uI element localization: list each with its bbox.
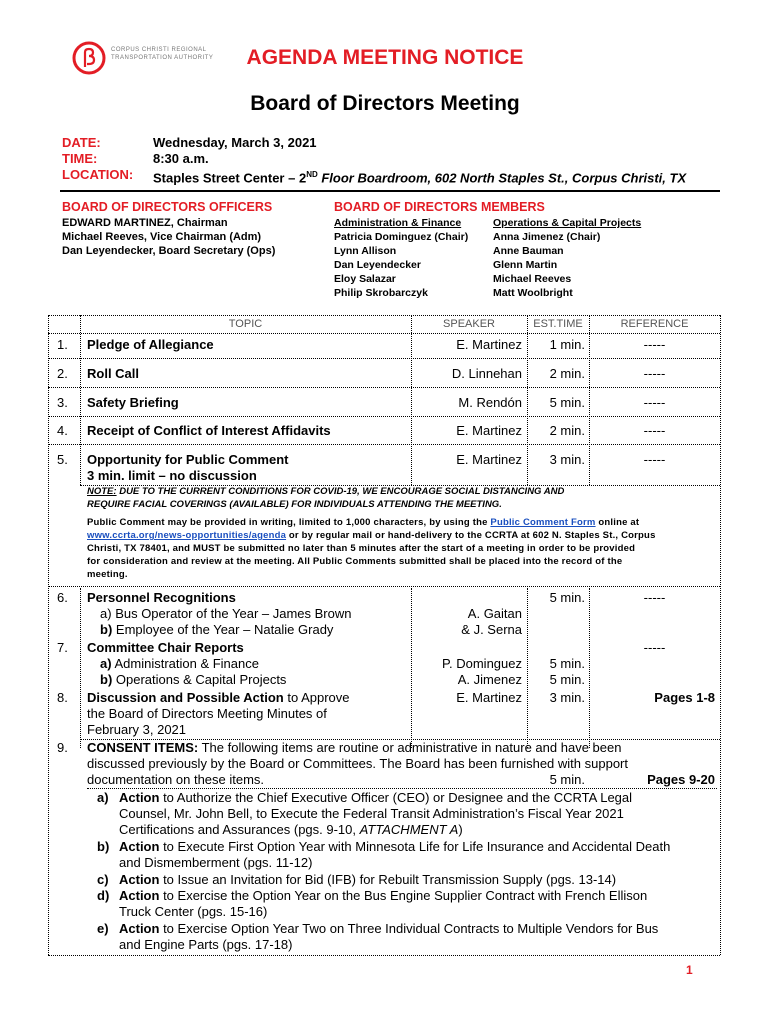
officer-name: EDWARD MARTINEZ, Chairman bbox=[62, 217, 228, 229]
subitem bbox=[100, 622, 333, 638]
item-number: 8. bbox=[57, 690, 68, 705]
header-row-divider bbox=[48, 333, 720, 334]
admin-committee bbox=[334, 216, 468, 300]
consent-label: CONSENT ITEMS: bbox=[87, 740, 199, 755]
row-divider bbox=[48, 387, 720, 388]
subitem-text: to Exercise Option Year Two on Three Individual Contracts to Multiple Vendors for Bus bbox=[159, 921, 659, 936]
item-number: 9. bbox=[57, 740, 68, 755]
item-reference: Pages 1-8 bbox=[654, 690, 715, 705]
item-number: 5. bbox=[57, 452, 68, 467]
location-part-a: Staples Street Center – 2 bbox=[153, 170, 307, 186]
location-value bbox=[153, 167, 686, 186]
subitem-label: b) bbox=[100, 672, 113, 687]
agenda-website-link[interactable]: www.ccrta.org/news-opportunities/agenda bbox=[87, 530, 287, 541]
subitem bbox=[100, 672, 286, 688]
subitem-label: d) bbox=[97, 888, 110, 903]
item-speaker: A. Jimenez bbox=[457, 672, 522, 687]
subitem-text: Employee of the Year – Natalie Grady bbox=[115, 622, 334, 637]
item-topic-bold: Discussion and Possible Action bbox=[87, 690, 284, 705]
attachment-ref: ATTACHMENT A bbox=[359, 822, 459, 837]
action-word: Action bbox=[119, 790, 160, 805]
item-topic bbox=[87, 690, 350, 706]
row-divider bbox=[48, 586, 720, 587]
item-number: 3. bbox=[57, 395, 68, 410]
member-name: Anne Bauman bbox=[493, 245, 564, 257]
item-speaker: E. Martinez bbox=[456, 423, 522, 438]
subitem-label: b) bbox=[97, 839, 110, 854]
item-time: 2 min. bbox=[549, 366, 585, 381]
item-time: 5 min. bbox=[549, 590, 585, 605]
table-top-border bbox=[48, 315, 720, 316]
item-number: 6. bbox=[57, 590, 68, 605]
meeting-title: Board of Directors Meeting bbox=[250, 92, 520, 115]
officer-name: Dan Leyendecker, Board Secretary (Ops) bbox=[62, 245, 276, 257]
column-header-speaker: SPEAKER bbox=[443, 318, 495, 330]
member-name: Philip Skrobarczyk bbox=[334, 287, 428, 299]
item-time: 3 min. bbox=[549, 452, 585, 467]
item-topic-subline: 3 min. limit – no discussion bbox=[87, 468, 257, 483]
item-time: 2 min. bbox=[549, 423, 585, 438]
item-topic: Committee Chair Reports bbox=[87, 640, 244, 655]
consent-subitem-a bbox=[97, 790, 632, 838]
consent-line2: discussed previously by the Board or Committees. The Board has been furnished with support bbox=[87, 756, 628, 771]
item-topic: Personnel Recognitions bbox=[87, 590, 236, 605]
item-reference: Pages 9-20 bbox=[647, 772, 715, 787]
notice-title: AGENDA MEETING NOTICE bbox=[246, 46, 524, 69]
item-speaker: A. Gaitan bbox=[467, 606, 522, 621]
ops-committee bbox=[493, 216, 641, 300]
ops-committee-heading: Operations & Capital Projects bbox=[493, 217, 642, 229]
item-topic: Safety Briefing bbox=[87, 395, 179, 410]
public-comment-line1b: online at bbox=[595, 517, 640, 528]
item-number: 4. bbox=[57, 423, 68, 438]
member-name: Eloy Salazar bbox=[334, 273, 396, 285]
covid-note bbox=[87, 486, 717, 511]
member-name: Patricia Dominguez (Chair) bbox=[334, 231, 469, 243]
num-column-divider bbox=[80, 588, 81, 748]
subitem-text: Bus Operator of the Year – James Brown bbox=[115, 606, 352, 621]
action-word: Action bbox=[119, 839, 160, 854]
subitem-label: a) bbox=[100, 656, 112, 671]
subitem-cont: and Engine Parts (pgs. 17-18) bbox=[119, 937, 293, 952]
item-time: 5 min. bbox=[549, 656, 585, 671]
item-speaker: E. Martinez bbox=[456, 337, 522, 352]
subitem-cont: Certifications and Assurances (pgs. 9-10, bbox=[119, 822, 360, 837]
member-name: Lynn Allison bbox=[334, 245, 397, 257]
action-word: Action bbox=[119, 921, 160, 936]
logo-org-line2: TRANSPORTATION AUTHORITY bbox=[111, 55, 214, 61]
consent-subitem-d bbox=[97, 888, 647, 920]
item-number: 2. bbox=[57, 366, 68, 381]
num-column-divider bbox=[80, 315, 81, 485]
subitem-text: to Authorize the Chief Executive Officer (CEO) or Designee and the CCRTA Legal bbox=[159, 790, 633, 805]
admin-committee-heading: Administration & Finance bbox=[334, 217, 462, 229]
item-topic: Roll Call bbox=[87, 366, 140, 381]
subitem-label: a) bbox=[100, 606, 112, 621]
member-name: Matt Woolbright bbox=[493, 287, 573, 299]
subitem-text: Operations & Capital Projects bbox=[115, 672, 287, 687]
note-text-line1: DUE TO THE CURRENT CONDITIONS FOR COVID-19, WE ENCOURAGE SOCIAL DISTANCING AND bbox=[116, 486, 565, 497]
action-word: Action bbox=[119, 888, 160, 903]
column-header-reference: REFERENCE bbox=[620, 318, 689, 330]
page-number: 1 bbox=[686, 963, 693, 977]
item-speaker: D. Linnehan bbox=[451, 366, 522, 381]
subitem-label: e) bbox=[97, 921, 109, 936]
subitem bbox=[100, 656, 259, 672]
subitem-text: to Issue an Invitation for Bid (IFB) for Rebuilt Transmission Supply (pgs. 13-14) bbox=[159, 872, 617, 887]
item-time: 5 min. bbox=[549, 772, 585, 787]
public-comment-notice bbox=[87, 516, 717, 581]
subitem-label: b) bbox=[100, 622, 113, 637]
subitem-label: a) bbox=[97, 790, 109, 805]
item-reference: ----- bbox=[643, 337, 666, 352]
public-comment-form-link[interactable]: Public Comment Form bbox=[490, 517, 596, 528]
item-number: 7. bbox=[57, 640, 68, 655]
item-time: 1 min. bbox=[549, 337, 585, 352]
row-divider bbox=[48, 358, 720, 359]
public-comment-line5: meeting. bbox=[87, 569, 128, 580]
row-divider bbox=[48, 444, 720, 445]
public-comment-line1a: Public Comment may be provided in writing, limited to 1,000 characters, by using the bbox=[87, 517, 491, 528]
table-bottom-border bbox=[48, 955, 720, 956]
item-topic: Pledge of Allegiance bbox=[87, 337, 214, 352]
item-reference: ----- bbox=[643, 452, 666, 467]
time-label: TIME: bbox=[62, 151, 98, 166]
public-comment-line3: Christi, TX 78401, and MUST be submitted no later than 5 minutes after the start of a meeting in order to be provided bbox=[87, 543, 636, 554]
member-name: Anna Jimenez (Chair) bbox=[493, 231, 601, 243]
item-speaker: E. Martinez bbox=[456, 452, 522, 467]
subitem-text: to Exercise the Option Year on the Bus Engine Supplier Contract with French Ellison bbox=[159, 888, 648, 903]
subitem-cont: and Dismemberment (pgs. 11-12) bbox=[119, 855, 313, 870]
item-time: 5 min. bbox=[549, 672, 585, 687]
member-name: Dan Leyendecker bbox=[334, 259, 421, 271]
column-header-topic: TOPIC bbox=[228, 318, 263, 330]
column-header-est-time: EST.TIME bbox=[533, 318, 583, 330]
item-topic-rest: to Approve bbox=[283, 690, 350, 705]
action-word: Action bbox=[119, 872, 160, 887]
item-reference: ----- bbox=[643, 366, 666, 381]
consent-subitem-b bbox=[97, 839, 670, 871]
item-time: 5 min. bbox=[549, 395, 585, 410]
consent-text1: The following items are routine or administrative in nature and have been bbox=[198, 740, 622, 755]
consent-line1 bbox=[87, 740, 621, 756]
public-comment-line2b: or by regular mail or hand-delivery to the CCRTA at 602 N. Staples St., Corpus bbox=[286, 530, 656, 541]
location-sup: ND bbox=[306, 170, 318, 179]
location-part-b: Floor Boardroom, 602 North Staples St., Corpus Christi, TX bbox=[317, 170, 687, 186]
date-value: Wednesday, March 3, 2021 bbox=[153, 135, 317, 150]
officers-list bbox=[62, 216, 275, 258]
subitem-text: to Execute First Option Year with Minnesota Life for Life Insurance and Accidental Death bbox=[159, 839, 671, 854]
subitem-cont: ) bbox=[458, 822, 463, 837]
item-speaker: & J. Serna bbox=[461, 622, 522, 637]
subitem-cont: Truck Center (pgs. 15-16) bbox=[119, 904, 268, 919]
members-heading: BOARD OF DIRECTORS MEMBERS bbox=[334, 200, 545, 214]
table-left-border bbox=[48, 315, 49, 955]
item-reference: ----- bbox=[643, 395, 666, 410]
time-value: 8:30 a.m. bbox=[153, 151, 209, 166]
item-speaker: E. Martinez bbox=[456, 690, 522, 705]
item-number: 1. bbox=[57, 337, 68, 352]
item-speaker: P. Dominguez bbox=[442, 656, 522, 671]
table-right-border bbox=[720, 315, 721, 955]
item-topic: Opportunity for Public Comment bbox=[87, 452, 289, 467]
row-divider bbox=[87, 788, 717, 789]
consent-subitem-c bbox=[97, 872, 616, 888]
item-reference: ----- bbox=[643, 590, 666, 605]
note-text-line2: REQUIRE FACIAL COVERINGS (AVAILABLE) FOR INDIVIDUALS ATTENDING THE MEETING. bbox=[87, 498, 502, 510]
subitem-cont: Counsel, Mr. John Bell, to Execute the Federal Transit Administration’s Fiscal Year 2021 bbox=[119, 806, 624, 821]
logo-org-line1: CORPUS CHRISTI REGIONAL bbox=[111, 47, 207, 53]
item-topic: Receipt of Conflict of Interest Affidavits bbox=[87, 423, 331, 438]
item-topic-line3: February 3, 2021 bbox=[87, 722, 187, 737]
item-reference: ----- bbox=[643, 423, 666, 438]
item-time: 3 min. bbox=[549, 690, 585, 705]
member-name: Glenn Martin bbox=[493, 259, 558, 271]
subitem-label: c) bbox=[97, 872, 109, 887]
item-reference: ----- bbox=[643, 640, 666, 655]
subitem-text: Administration & Finance bbox=[114, 656, 259, 671]
item-speaker: M. Rendón bbox=[458, 395, 522, 410]
consent-subitem-e bbox=[97, 921, 658, 953]
member-name: Michael Reeves bbox=[493, 273, 572, 285]
officers-heading: BOARD OF DIRECTORS OFFICERS bbox=[62, 200, 273, 214]
note-label: NOTE: bbox=[87, 486, 117, 497]
subitem bbox=[100, 606, 352, 622]
row-divider bbox=[48, 416, 720, 417]
public-comment-line4: for consideration and review at the meeting. All Public Comments submitted shall be placed into the record of the bbox=[87, 556, 623, 567]
location-label: LOCATION: bbox=[62, 167, 134, 182]
time-column-divider bbox=[589, 588, 590, 748]
officer-name: Michael Reeves, Vice Chairman (Adm) bbox=[62, 231, 262, 243]
consent-line3: documentation on these items. bbox=[87, 772, 265, 787]
item-topic-line2: the Board of Directors Meeting Minutes of bbox=[87, 706, 327, 721]
date-label: DATE: bbox=[62, 135, 101, 150]
header-divider bbox=[60, 190, 720, 192]
